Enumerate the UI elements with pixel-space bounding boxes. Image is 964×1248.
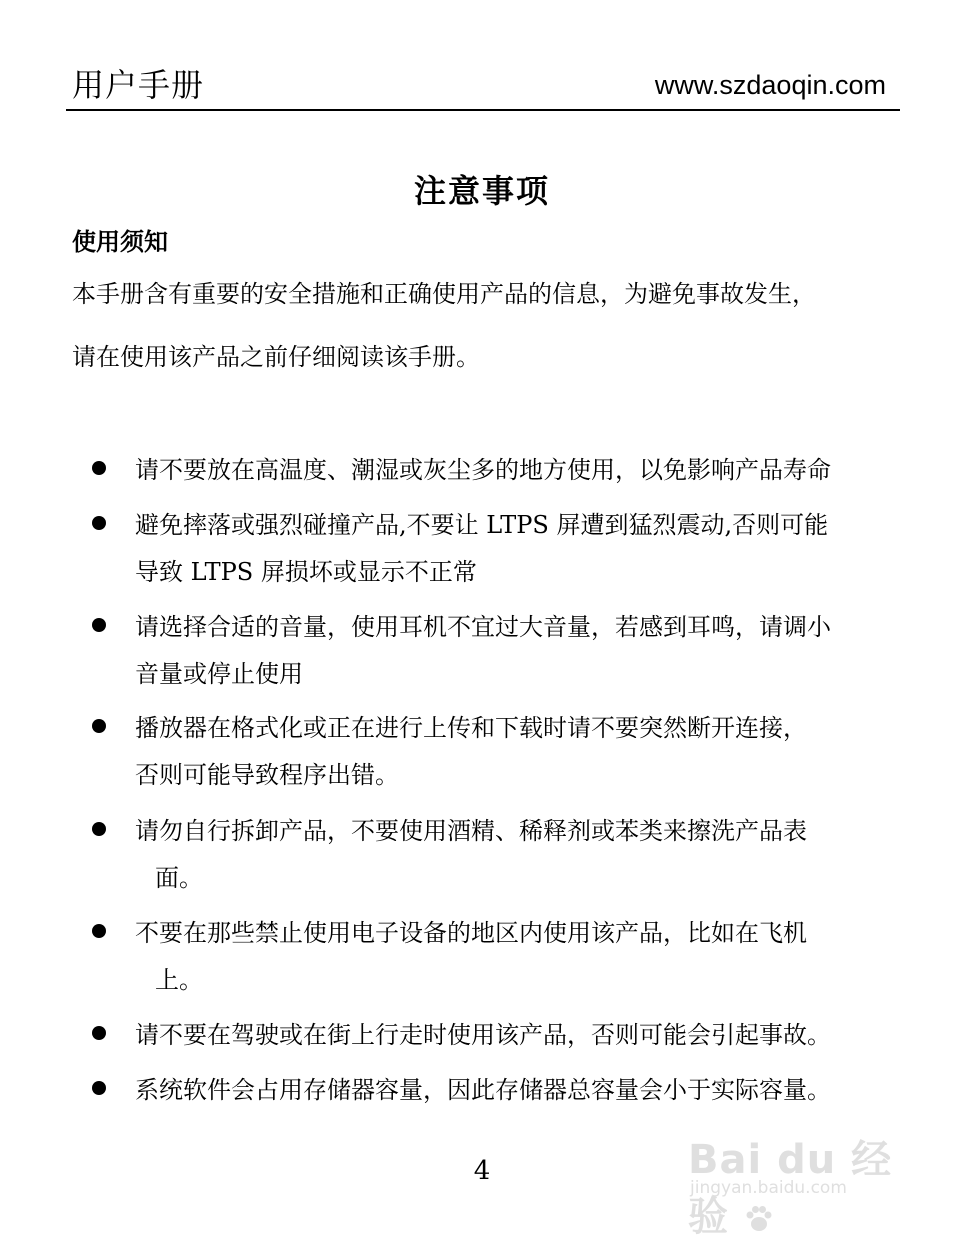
watermark-logo-label: Bai du 经验 bbox=[688, 1137, 893, 1240]
list-item-text-continued: 导致 LTPS 屏损坏或显示不正常 bbox=[135, 558, 477, 586]
bullet-dot-icon bbox=[92, 461, 106, 475]
bullet-dot-icon bbox=[92, 516, 106, 530]
bullet-dot-icon bbox=[92, 719, 106, 733]
list-item-text: 播放器在格式化或正在进行上传和下载时请不要突然断开连接， bbox=[135, 714, 807, 742]
section-heading: 使用须知 bbox=[72, 228, 168, 256]
bullet-dot-icon bbox=[92, 618, 106, 632]
header-divider bbox=[66, 109, 900, 111]
list-item-text-continued: 面。 bbox=[155, 864, 203, 892]
list-item-text-continued: 否则可能导致程序出错。 bbox=[135, 761, 399, 789]
list-item-text-continued: 上。 bbox=[155, 966, 203, 994]
watermark-url: jingyan.baidu.com bbox=[690, 1178, 847, 1198]
baidu-watermark bbox=[688, 1128, 918, 1240]
page-title: 注意事项 bbox=[413, 172, 550, 210]
bullet-dot-icon bbox=[92, 1081, 106, 1095]
paw-icon bbox=[744, 1204, 774, 1234]
list-item-text: 请不要在驾驶或在街上行走时使用该产品，否则可能会引起事故。 bbox=[135, 1021, 831, 1049]
bullet-dot-icon bbox=[92, 924, 106, 938]
header-title: 用户手册 bbox=[72, 66, 205, 104]
list-item-text: 系统软件会占用存储器容量，因此存储器总容量会小于实际容量。 bbox=[135, 1076, 831, 1104]
list-item-text: 请不要放在高温度、潮湿或灰尘多的地方使用，以免影响产品寿命 bbox=[135, 456, 831, 484]
list-item-text: 不要在那些禁止使用电子设备的地区内使用该产品，比如在飞机 bbox=[135, 919, 807, 947]
intro-line-2: 请在使用该产品之前仔细阅读该手册。 bbox=[72, 343, 480, 371]
list-item-text: 请选择合适的音量，使用耳机不宜过大音量，若感到耳鸣，请调小 bbox=[135, 613, 831, 641]
header-website: www.szdaoqin.com bbox=[654, 70, 886, 100]
intro-line-1: 本手册含有重要的安全措施和正确使用产品的信息，为避免事故发生， bbox=[72, 280, 816, 308]
list-item-text: 请勿自行拆卸产品，不要使用酒精、稀释剂或苯类来擦洗产品表 bbox=[135, 817, 807, 845]
list-item-text-continued: 音量或停止使用 bbox=[135, 660, 303, 688]
bullet-dot-icon bbox=[92, 822, 106, 836]
list-item-text: 避免摔落或强烈碰撞产品,不要让 LTPS 屏遭到猛烈震动,否则可能 bbox=[135, 511, 829, 539]
page-number: 4 bbox=[473, 1156, 491, 1186]
bullet-dot-icon bbox=[92, 1026, 106, 1040]
